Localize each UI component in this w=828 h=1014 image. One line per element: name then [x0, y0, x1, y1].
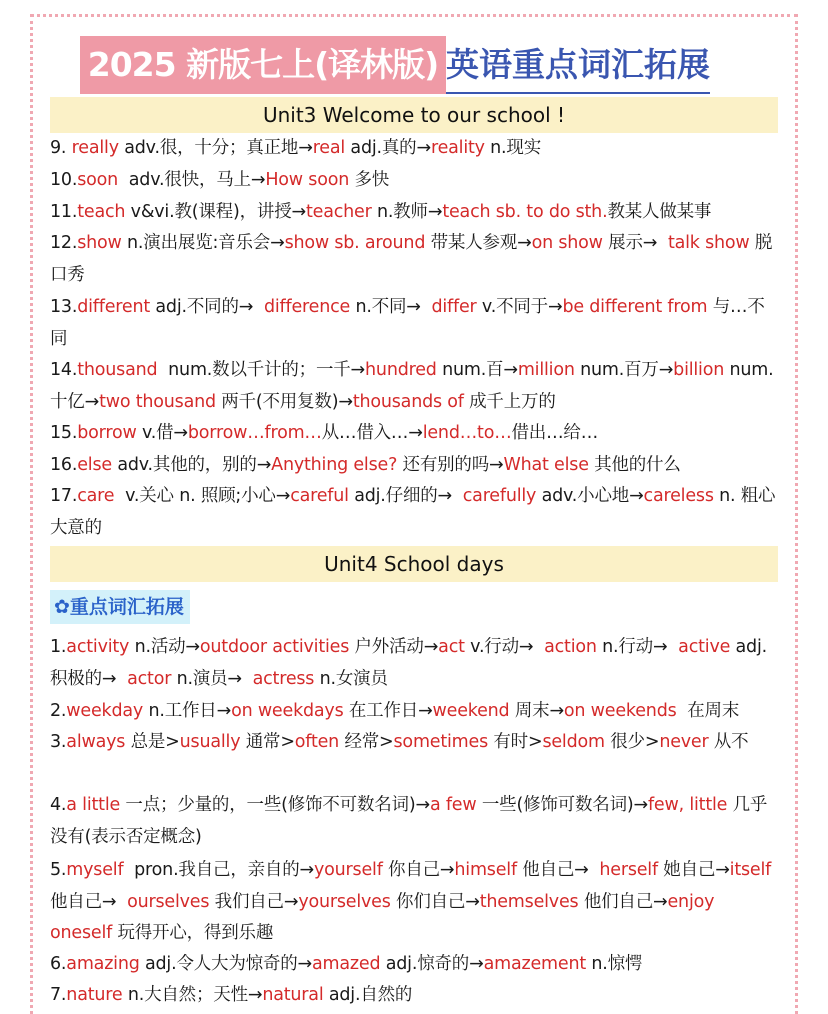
- vocab-text: 12.: [50, 233, 78, 253]
- vocab-text: adj.惊奇的→: [380, 954, 484, 974]
- vocab-text: 教某人做某事: [607, 202, 712, 222]
- vocab-term: actress: [252, 668, 315, 689]
- vocab-term: enjoy oneself: [50, 891, 720, 943]
- vocab-term: on weekdays: [231, 701, 344, 721]
- vocab-text: 6.: [50, 954, 67, 974]
- vocab-text: n.惊愕: [586, 954, 643, 974]
- vocab-text: n.行动→: [596, 637, 679, 657]
- vocab-text: 5.: [50, 860, 67, 880]
- vocab-text: n.演出展览:音乐会→: [121, 233, 285, 253]
- vocab-term: often: [294, 732, 340, 752]
- vocab-entry: [50, 949, 778, 981]
- vocab-text: num.百→: [436, 360, 518, 380]
- vocab-term: action: [544, 637, 597, 657]
- vocab-term: amazement: [483, 954, 586, 974]
- vocab-text: v.借→: [136, 423, 188, 443]
- vocab-text: 在周末: [676, 701, 740, 721]
- vocab-text: 从…借入…→: [321, 423, 423, 443]
- vocab-text: 9.: [50, 138, 72, 158]
- vocab-term: ourselves: [127, 891, 210, 912]
- vocab-term: million: [517, 360, 575, 380]
- vocab-entry: [50, 696, 778, 728]
- vocab-term: show sb. around: [284, 233, 426, 253]
- vocab-term: itself: [729, 860, 772, 880]
- vocab-text: adv.小心地→: [536, 486, 644, 506]
- vocab-text: 14.: [50, 360, 78, 380]
- vocab-text: n.演员→: [171, 668, 253, 689]
- vocab-text: v.关心 n. 照顾;小心→: [114, 486, 291, 506]
- vocab-term: lend…to…: [422, 423, 512, 443]
- vocab-text: adj.不同的→: [150, 297, 264, 317]
- vocab-term: talk show: [667, 233, 750, 253]
- vocab-term: amazed: [312, 954, 381, 974]
- vocab-text: 15.: [50, 423, 78, 443]
- vocab-term: act: [438, 637, 465, 657]
- unit4-heading: Unit4 School days: [50, 546, 778, 582]
- vocab-term: teach: [77, 202, 126, 222]
- vocab-text: adj.令人大为惊奇的→: [139, 954, 313, 974]
- vocab-term: thousand: [77, 360, 158, 380]
- vocab-text: 几乎没有(表示否定概念): [50, 795, 768, 847]
- vocab-text: 3.: [50, 732, 67, 752]
- vocab-term: real: [312, 138, 346, 158]
- vocab-term: thousands of: [352, 391, 464, 412]
- vocab-term: borrow: [77, 423, 137, 443]
- vocab-text: 在工作日→: [343, 701, 433, 721]
- vocab-text: 你们自己→: [390, 891, 480, 912]
- vocab-term: activity: [66, 637, 130, 657]
- vocab-text: 我们自己→: [209, 891, 299, 912]
- vocab-text: adv.其他的，别的→: [111, 455, 272, 475]
- vocab-text: adv.很快，马上→: [118, 170, 266, 190]
- vocab-text: 两千(不用复数)→: [215, 391, 353, 412]
- vocab-term: a little: [66, 795, 121, 815]
- vocab-term: seldom: [542, 732, 605, 752]
- vocab-term: sometimes: [393, 732, 489, 752]
- vocab-entry: [50, 980, 778, 1012]
- vocab-term: never: [659, 732, 709, 752]
- vocab-term: few, little: [647, 795, 728, 815]
- vocab-text: 10.: [50, 170, 78, 190]
- vocab-text: 成千上万的: [463, 391, 556, 412]
- vocab-text: 带某人参观→: [425, 233, 532, 253]
- vocab-term: himself: [454, 860, 517, 880]
- vocab-text: 展示→: [602, 233, 668, 253]
- vocab-text: adj.积极的→: [50, 637, 767, 689]
- vocab-term: else: [77, 455, 112, 475]
- vocab-term: carefully: [462, 486, 537, 506]
- vocab-text: n.大自然；天性→: [122, 985, 263, 1005]
- vocab-term: careless: [643, 486, 714, 506]
- vocab-entry: [50, 197, 778, 229]
- vocab-entry: [50, 355, 778, 418]
- vocab-term: weekend: [432, 701, 510, 721]
- vocab-term: two thousand: [99, 391, 216, 412]
- vocab-text: v&vi.教(课程)，讲授→: [125, 202, 306, 222]
- vocab-term: really: [71, 138, 119, 158]
- vocab-text: n.现实: [484, 138, 542, 158]
- vocab-entry: [50, 165, 778, 197]
- vocab-term: natural: [262, 985, 324, 1005]
- vocab-text: n.不同→: [350, 297, 432, 317]
- vocab-text: 周末→: [509, 701, 564, 721]
- vocab-term: differ: [431, 297, 477, 317]
- vocab-term: different: [77, 297, 151, 317]
- vocab-text: 1.: [50, 637, 67, 657]
- vocab-text: 他自己→: [516, 860, 600, 880]
- vocab-term: usually: [179, 732, 241, 752]
- vocab-text: 与…不同: [50, 297, 765, 349]
- vocab-entry: [50, 133, 778, 165]
- vocab-entry: [50, 450, 778, 482]
- vocab-term: herself: [599, 860, 658, 880]
- vocab-text: 多快: [349, 170, 390, 190]
- vocab-term: difference: [263, 297, 351, 317]
- vocab-entry: [50, 481, 778, 544]
- vocab-text: num.百万→: [574, 360, 674, 380]
- vocab-text: 通常>: [240, 732, 295, 752]
- vocab-term: teach sb. to do sth.: [442, 202, 608, 222]
- vocab-text: 还有别的吗→: [397, 455, 504, 475]
- vocab-entry: [50, 727, 778, 759]
- vocab-text: num.十亿→: [50, 360, 774, 412]
- vocab-text: v.行动→: [464, 637, 545, 657]
- vocab-term: teacher: [305, 202, 372, 222]
- vocab-term: themselves: [479, 891, 579, 912]
- vocab-term: yourself: [314, 860, 383, 880]
- vocab-text: adv.很，十分；真正地→: [118, 138, 313, 158]
- vocab-term: actor: [127, 668, 172, 689]
- vocab-term: Anything else?: [271, 455, 398, 475]
- vocab-text: 一点；少量的，一些(修饰不可数名词)→: [120, 795, 430, 815]
- vocab-text: n.活动→: [129, 637, 200, 657]
- vocab-entry: [50, 632, 778, 695]
- vocab-term: on weekends: [563, 701, 677, 721]
- vocab-text: 13.: [50, 297, 78, 317]
- vocab-text: 户外活动→: [349, 637, 439, 657]
- vocab-term: What else: [503, 455, 589, 475]
- vocab-text: n.教师→: [371, 202, 443, 222]
- vocab-text: num.数以千计的；一千→: [157, 360, 366, 380]
- vocab-text: 经常>: [339, 732, 394, 752]
- vocab-text: 他自己→: [50, 860, 777, 912]
- unit3-heading: Unit3 Welcome to our school !: [50, 97, 778, 133]
- vocab-term: borrow…from…: [187, 423, 322, 443]
- vocab-term: on show: [531, 233, 603, 253]
- vocab-text: 你自己→: [382, 860, 455, 880]
- vocab-text: adj.真的→: [345, 138, 431, 158]
- vocab-term: hundred: [365, 360, 437, 380]
- title-part-1: 2025 新版七上(译林版): [80, 36, 446, 94]
- vocab-text: n. 粗心大意的: [50, 486, 776, 538]
- vocab-text: 16.: [50, 455, 78, 475]
- vocab-term: nature: [66, 985, 123, 1005]
- vocab-text: n.工作日→: [143, 701, 232, 721]
- vocab-text: 4.: [50, 795, 67, 815]
- vocab-text: 总是>: [125, 732, 180, 752]
- vocab-text: 借出…给…: [511, 423, 598, 443]
- vocab-term: show: [77, 233, 122, 253]
- vocab-term: yourselves: [298, 891, 391, 912]
- vocab-text: 有时>: [488, 732, 543, 752]
- vocab-text: 她自己→: [657, 860, 730, 880]
- vocab-entry: [50, 292, 778, 355]
- vocab-text: 11.: [50, 202, 78, 222]
- vocab-term: outdoor activities: [199, 637, 350, 657]
- vocab-term: a few: [429, 795, 477, 815]
- vocab-term: careful: [290, 486, 349, 506]
- vocab-entry: [50, 855, 778, 950]
- vocab-text: 脱口秀: [50, 233, 773, 285]
- vocab-term: soon: [77, 170, 119, 190]
- vocab-text: pron.我自己，亲自的→: [123, 860, 314, 880]
- vocab-term: myself: [66, 860, 124, 880]
- vocab-entry: [50, 228, 778, 291]
- vocab-term: How soon: [265, 170, 350, 190]
- vocab-term: billion: [673, 360, 725, 380]
- vocab-text: 17.: [50, 486, 78, 506]
- vocab-text: adj.仔细的→: [348, 486, 463, 506]
- vocab-term: care: [77, 486, 115, 506]
- vocab-text: 他们自己→: [578, 891, 668, 912]
- vocab-text: 2.: [50, 701, 67, 721]
- vocab-text: 玩得开心，得到乐趣: [112, 923, 274, 943]
- vocab-term: active: [678, 637, 731, 657]
- vocab-term: amazing: [66, 954, 140, 974]
- vocab-term: weekday: [66, 701, 144, 721]
- vocab-text: 一些(修饰可数名词)→: [476, 795, 648, 815]
- title-part-2: 英语重点词汇拓展: [446, 36, 710, 94]
- page-title: [0, 36, 828, 94]
- vocab-entry: [50, 790, 778, 853]
- vocab-text: 从不: [708, 732, 749, 752]
- vocab-term: always: [66, 732, 126, 752]
- vocab-text: n.女演员: [314, 668, 388, 689]
- vocab-text: 其他的什么: [588, 455, 681, 475]
- vocab-text: 很少>: [604, 732, 660, 752]
- key-vocab-subheading: ✿重点词汇拓展: [50, 590, 190, 624]
- vocab-entry: [50, 418, 778, 450]
- vocab-term: be different from: [562, 297, 708, 317]
- vocab-text: v.不同于→: [476, 297, 563, 317]
- vocab-text: 7.: [50, 985, 67, 1005]
- vocab-text: adj.自然的: [323, 985, 413, 1005]
- vocab-term: reality: [430, 138, 485, 158]
